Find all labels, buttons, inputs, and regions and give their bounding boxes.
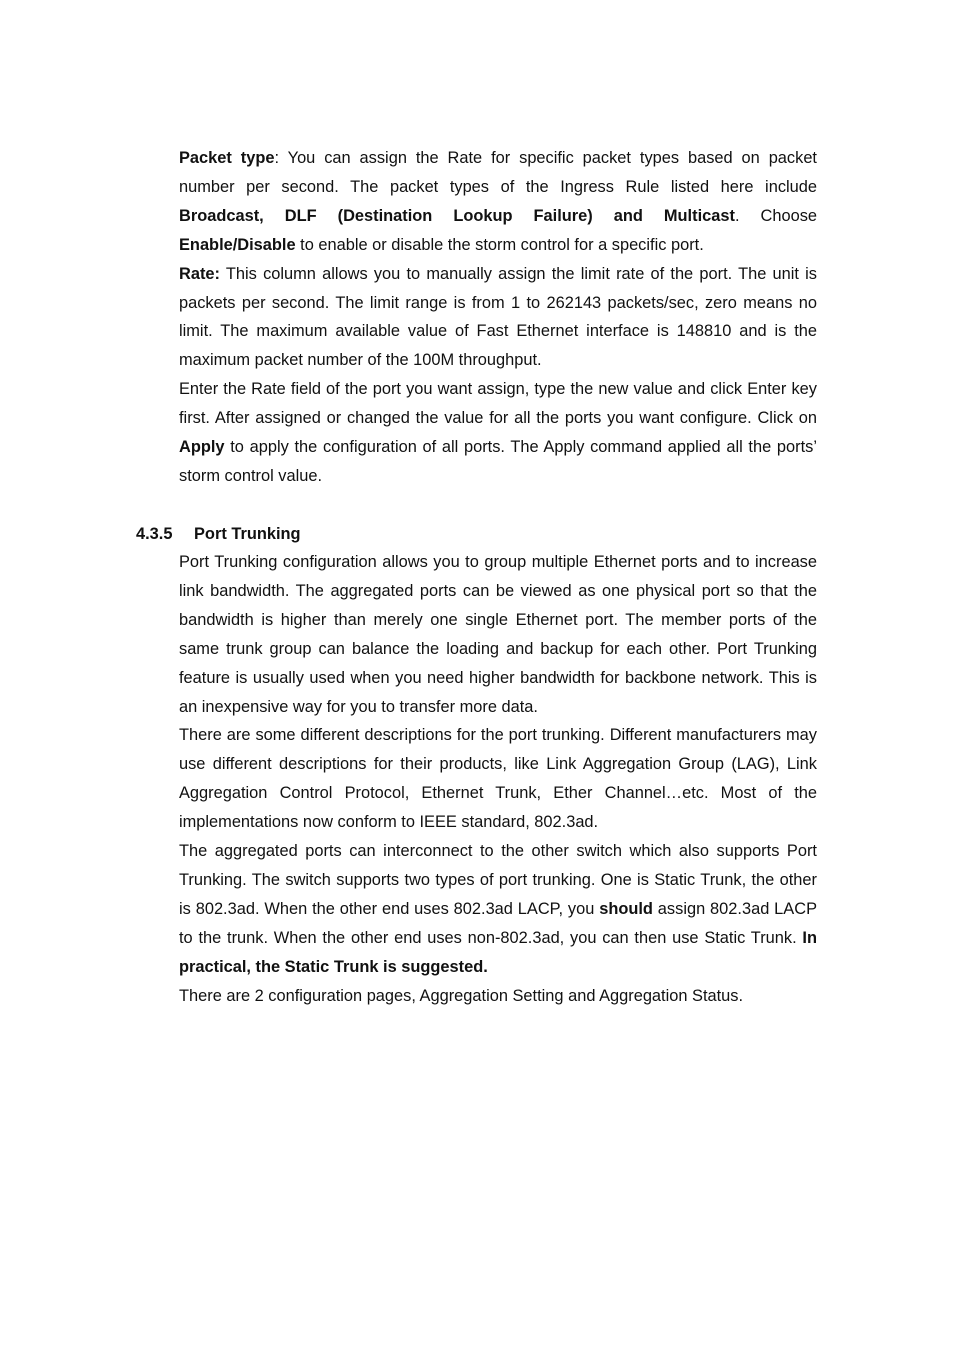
enter-rate-text-1: Enter the Rate field of the port you want assign, type the new value and click Enter key first. After assigned or changed the value for all the ports you want configure. Click on xyxy=(179,380,817,428)
packet-type-text-2: . Choose xyxy=(734,206,818,225)
port-trunking-description xyxy=(179,548,817,1011)
trunk-types-bold-should: should xyxy=(599,899,653,918)
storm-control-description xyxy=(179,144,817,491)
trunk-types-text-1: The aggregated ports can interconnect to the other switch which also supports Port Trunking. The switch supports two types of port trunking. One is Static Trunk, the other is 802.3ad. When the other end uses 802.3ad LACP, you xyxy=(179,842,817,918)
packet-type-text-1: : You can assign the Rate for specific packet types based on packet number per second. The packet types of the Ingress Rule listed here include xyxy=(179,149,817,196)
enter-rate-text-2: to apply the configuration of all ports. The Apply command applied all the ports’ storm control value. xyxy=(179,438,817,485)
trunk-descriptions-paragraph: There are some different descriptions for the port trunking. Different manufacturers may use different descriptions for their products, like Link Aggregation Group (LAG), Link Aggregation Control Protocol, Ethernet Trunk, Ether Channel…etc. Most of the implementations now conform to IEEE standard, 802.3ad. xyxy=(179,726,817,832)
packet-type-bold-enable: Enable/Disable xyxy=(179,235,296,254)
trunk-types-bold-suggestion: In practical, the Static Trunk is suggested. xyxy=(179,928,817,976)
trunk-types-text-2: assign 802.3ad LACP to the trunk. When the other end uses non-802.3ad, you can then use Static Trunk. xyxy=(179,899,817,947)
packet-type-bold-list: Broadcast, DLF (Destination Lookup Failure) and Multicast xyxy=(179,206,735,225)
section-number: 4.3.5 xyxy=(136,525,173,543)
packet-type-paragraph xyxy=(179,144,817,260)
section-heading xyxy=(136,520,301,548)
section-title: Port Trunking xyxy=(194,525,301,543)
config-pages-paragraph: There are 2 configuration pages, Aggregation Setting and Aggregation Status. xyxy=(179,986,744,1005)
rate-paragraph xyxy=(179,260,817,376)
trunk-intro-paragraph: Port Trunking configuration allows you to group multiple Ethernet ports and to increase link bandwidth. The aggregated ports can be viewed as one physical port so that the bandwidth is higher than merely one single Ethernet port. The member ports of the same trunk group can balance the loading and backup for each other. Port Trunking feature is usually used when you need higher bandwidth for backbone network. This is an inexpensive way for you to transfer more data. xyxy=(179,553,817,716)
packet-type-term: Packet type xyxy=(179,149,275,167)
enter-rate-paragraph xyxy=(179,375,817,491)
packet-type-text-3: to enable or disable the storm control for a specific port. xyxy=(295,235,704,254)
rate-term: Rate: xyxy=(179,264,220,283)
enter-rate-bold-apply: Apply xyxy=(179,438,225,457)
trunk-types-paragraph xyxy=(179,837,817,982)
rate-text: This column allows you to manually assign the limit rate of the port. The unit is packets per second. The limit range is from 1 to 262143 packets/sec, zero means no limit. The maximum available value of Fast Ethernet interface is 148810 and is the maximum packet number of the 100M throughput. xyxy=(179,264,817,370)
